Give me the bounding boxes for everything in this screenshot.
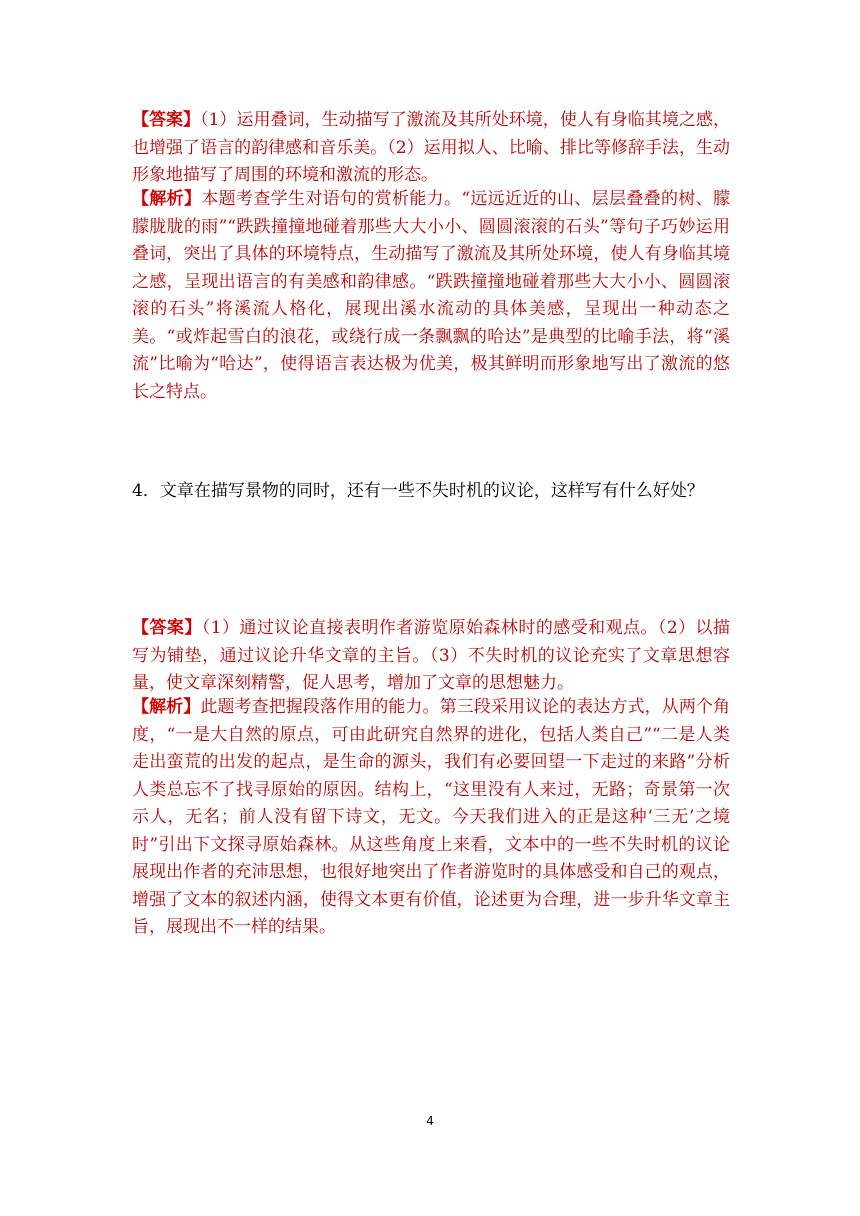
analysis-label: 【解析】 xyxy=(132,697,201,717)
page-number: 4 xyxy=(426,1114,434,1128)
analysis-label: 【解析】 xyxy=(132,189,202,209)
analysis-text: 本题考查学生对语句的赏析能力。“远远近近的山、层层叠叠的树、朦朦胧胧的雨”“跌跌撞撞地碰着那些大大小小、圆圆滚滚的石头”等句子巧妙运用叠词，突出了具体的环境特点，生动描写了激流及其所处环境，使人有身临其境之感，呈现出语言的有美感和韵律感。“跌跌撞撞地碰着那些大大小小、圆圆滚滚的石头”将溪流人格化，展现出溪水流动的具体美感，呈现出一种动态之美。“或炸起雪白的浪花，或绕行成一条飘飘的哈达”是典型的比喻手法，将“溪流”比喻为“哈达”，使得语言表达极为优美，极其鲜明而形象地写出了激流的悠长之特点。 xyxy=(132,189,731,402)
answer-text: （1）通过议论直接表明作者游览原始森林时的感受和观点。（2）以描写为铺垫，通过议论升华文章的主旨。（3）不失时机的议论充实了文章思想容量，使文章深刻精警，促人思考，增加了文章的思想魅力。 xyxy=(132,618,731,693)
analysis-paragraph-2 xyxy=(132,694,730,942)
question-4: 4．文章在描写景物的同时，还有一些不失时机的议论，这样写有什么好处？ xyxy=(132,481,704,501)
answer-paragraph-2 xyxy=(132,615,730,698)
analysis-text: 此题考查把握段落作用的能力。第三段采用议论的表达方式，从两个角度，“一是大自然的原点，可由此研究自然界的进化，包括人类自己”“二是人类走出蛮荒的出发的起点，是生命的源头，我们有必要回望一下走过的来路”分析人类总忘不了找寻原始的原因。结构上，“这里没有人来过，无路；奇景第一次示人，无名；前人没有留下诗文，无文。今天我们进入的正是这种‘三无’之境时”引出下文探寻原始森林。从这些角度上来看，文本中的一些不失时机的议论展现出作者的充沛思想，也很好地突出了作者游览时的具体感受和自己的观点，增强了文本的叙述内涵，使得文本更有价值，论述更为合理，进一步升华文章主旨，展现出不一样的结果。 xyxy=(132,697,731,937)
answer-text: （1）运用叠词，生动描写了激流及其所处环境，使人有身临其境之感，也增强了语言的韵律感和音乐美。（2）运用拟人、比喻、排比等修辞手法，生动形象地描写了周围的环境和激流的形态。 xyxy=(132,110,730,185)
answer-label: 【答案】 xyxy=(132,110,201,130)
analysis-paragraph-1 xyxy=(132,186,730,406)
answer-paragraph-1 xyxy=(132,107,730,190)
answer-label: 【答案】 xyxy=(132,618,202,638)
